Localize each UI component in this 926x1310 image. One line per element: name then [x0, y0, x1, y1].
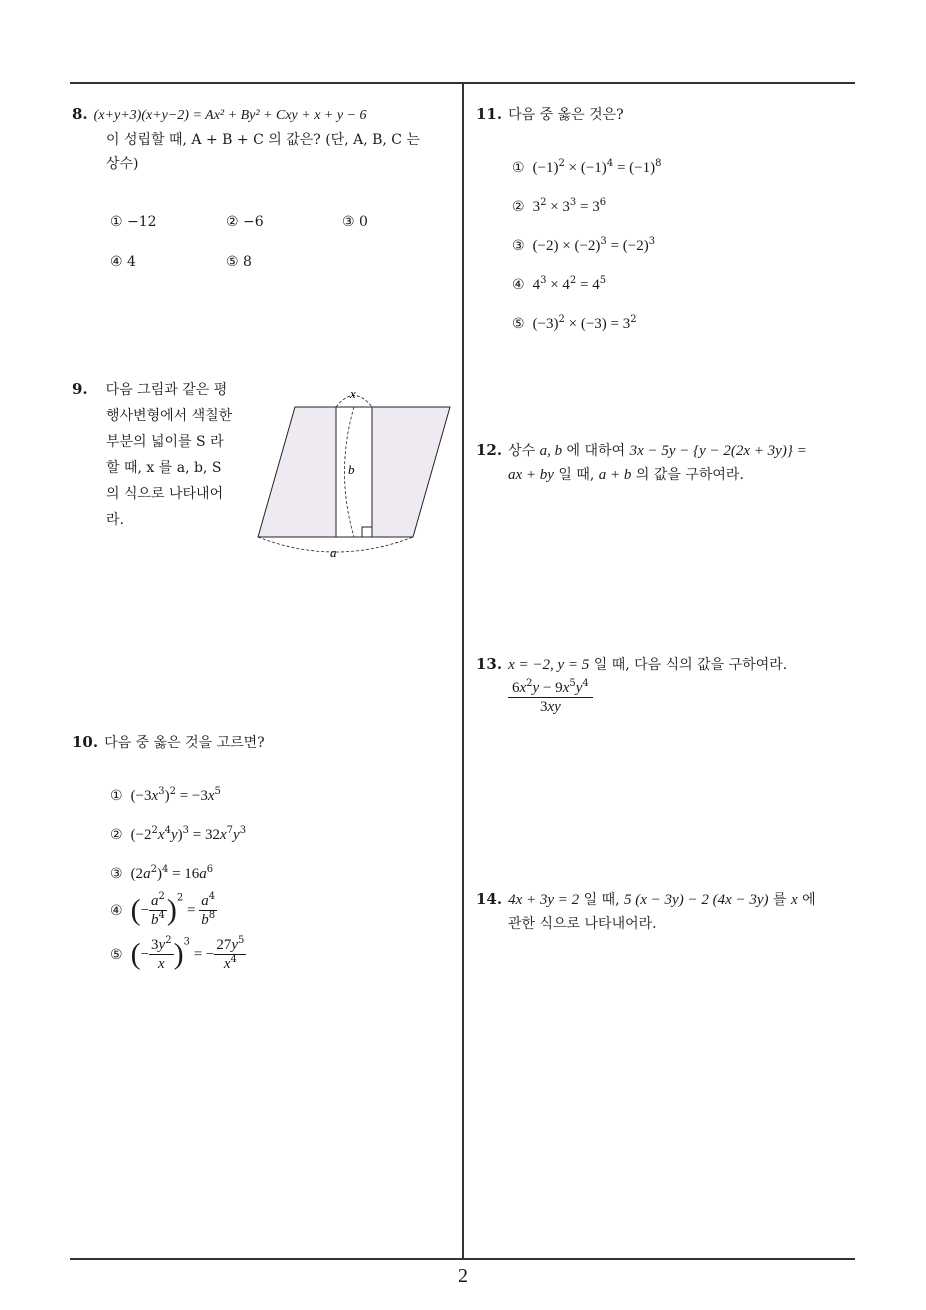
q8-option-2[interactable]: ② −6	[226, 214, 264, 230]
column-divider	[462, 82, 464, 1259]
question-number: 14.	[476, 890, 503, 908]
q8-option-1[interactable]: ① −12	[110, 214, 157, 230]
question-8	[72, 102, 457, 176]
q11-option-5[interactable]: ⑤ $(-3)^2 \times (-3) = 3^2$	[512, 314, 637, 332]
q10-option-2[interactable]: ② $(-2^2x^4y)^3 = 32x^7y^3$	[110, 825, 247, 843]
q8-option-4[interactable]: ④ 4	[110, 254, 136, 270]
q10-option-3[interactable]: ③ $(2a^2)^4 = 16a^6$	[110, 864, 214, 882]
question-number: 8.	[72, 105, 88, 123]
question-11	[476, 102, 624, 127]
question-number: 11.	[476, 105, 503, 123]
q8-text-line2: 이 성립할 때, A + B + C 의 값은? (단, A, B, C 는	[106, 132, 420, 148]
q11-option-3[interactable]: ③ $(-2) \times (-2)^3 = (-2)^3$	[512, 236, 656, 254]
q11-option-2[interactable]: ② $3^2 \times 3^3 = 3^6$	[512, 197, 607, 215]
parallelogram-figure	[255, 382, 455, 562]
q10-text: 다음 중 옳은 것을 고르면?	[104, 735, 265, 751]
question-14: 14. 4x + 3y = 2 일 때, 5 (x − 3y) − 2 (4x − 3y) 를 x 에 관한 식으로 나타내어라.	[476, 890, 816, 932]
q9-line: 부분의 넓이를 S 라	[106, 434, 224, 450]
q11-option-1[interactable]: ① $(-1)^2 \times (-1)^4 = (-1)^8$	[512, 158, 662, 176]
q8-option-5[interactable]: ⑤ 8	[226, 254, 252, 270]
label-b: b	[348, 462, 355, 477]
q8-text-line3: 상수)	[106, 156, 139, 172]
question-9	[72, 376, 247, 533]
page-number: 2	[458, 1265, 468, 1287]
bottom-rule	[70, 1258, 855, 1260]
question-13: 13. x = −2, y = 5 일 때, 다음 식의 값을 구하여라. $\frac{6x^2y - 9x^5y^4}{3xy}$	[476, 652, 860, 716]
q9-line: 다음 그림과 같은 평	[105, 382, 228, 398]
label-a: a	[330, 545, 337, 560]
q9-line: 라.	[106, 512, 124, 528]
q11-option-4[interactable]: ④ $4^3 \times 4^2 = 4^5$	[512, 275, 607, 293]
q13-fraction: $\frac{6x^2y - 9x^5y^4}{3xy}$	[476, 679, 860, 716]
q11-text: 다음 중 옳은 것은?	[508, 107, 624, 123]
q10-option-4[interactable]: ④ (− $\frac{a^2}{b^4}$ )$^2$ = $\frac{a^4}{b^8}$	[110, 891, 216, 928]
question-number: 9.	[72, 380, 88, 398]
question-number: 13.	[476, 655, 503, 673]
question-12: 12. 상수 a, b 에 대하여 3x − 5y − {y − 2(2x + 3y)} = ax + by 일 때, a + b 의 값을 구하여라.	[476, 441, 807, 483]
q9-line: 할 때, x 를 a, b, S	[106, 460, 222, 476]
question-10	[72, 730, 265, 755]
q10-option-1[interactable]: ① $(-3x^3)^2 = -3x^5$	[110, 786, 221, 804]
label-x: x	[350, 386, 356, 401]
q8-equation: (x+y+3)(x+y−2) = Ax² + By² + Cxy + x + y − 6	[93, 108, 367, 123]
q10-option-5[interactable]: ⑤ (− $\frac{3y^2}{x}$ )$^3$ = − $\frac{27y^5}{x^4}$	[110, 935, 245, 972]
question-number: 10.	[72, 733, 99, 751]
q9-line: 행사변형에서 색칠한	[106, 408, 233, 424]
q8-option-3[interactable]: ③ 0	[342, 214, 368, 230]
q9-line: 의 식으로 나타내어	[106, 486, 224, 502]
question-number: 12.	[476, 441, 503, 459]
